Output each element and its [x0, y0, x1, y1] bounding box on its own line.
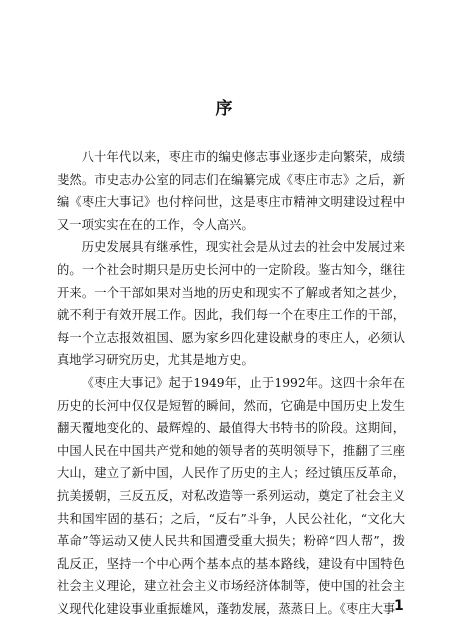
page-title: 序	[215, 99, 235, 119]
paragraph-1: 八十年代以来，枣庄市的编史修志事业逐步走向繁荣，成绩斐然。市史志办公室的同志们在编纂完成《枣庄市志》之后，新编《枣庄大事记》也付梓问世，这是枣庄市精神文明建设过程中又一项实实在在的工作，令人高兴。	[57, 150, 405, 232]
paragraph-3: 《枣庄大事记》起于1949年，止于1992年。这四十余年在历史的长河中仅仅是短暂的瞬间，然而，它确是中国历史上发生翻天覆地变化的、最辉煌的、最值得大书特书的阶段。这期间，中国人民在中国共产党和她的领导者的英明领导下，推翻了三座大山，建立了新中国，人民作了历史的主人；经过镇压反革命，抗美援朝，三反五反，对私改造等一系列运动，奠定了社会主义共和国牢固的基石；之后，“反右”斗争，人民公社化，“文化大革命”等运动又使人民共和国遭受重大损失；粉碎“四人帮”，拨乱反正，坚持一个中心两个基本点的基本路线，建设有中国特色社会主义理论，建立社会主义市场经济体制等，使中国的社会主义现代化建设事业重振雄风，蓬勃发展，蒸蒸日上。《枣庄大事	[57, 375, 405, 616]
paragraph-2: 历史发展具有继承性，现实社会是从过去的社会中发展过来的。一个社会时期只是历史长河中的一定阶段。鉴古知今，继往开来。一个干部如果对当地的历史和现实不了解或者知之甚少，就不利于有效开展工作。因此，我们每一个在枣庄工作的干部，每一个立志报效祖国、愿为家乡四化建设献身的枣庄人，必须认真地学习研究历史，尤其是地方史。	[57, 240, 405, 368]
body-text	[57, 146, 405, 620]
page-number: 1	[394, 598, 404, 614]
